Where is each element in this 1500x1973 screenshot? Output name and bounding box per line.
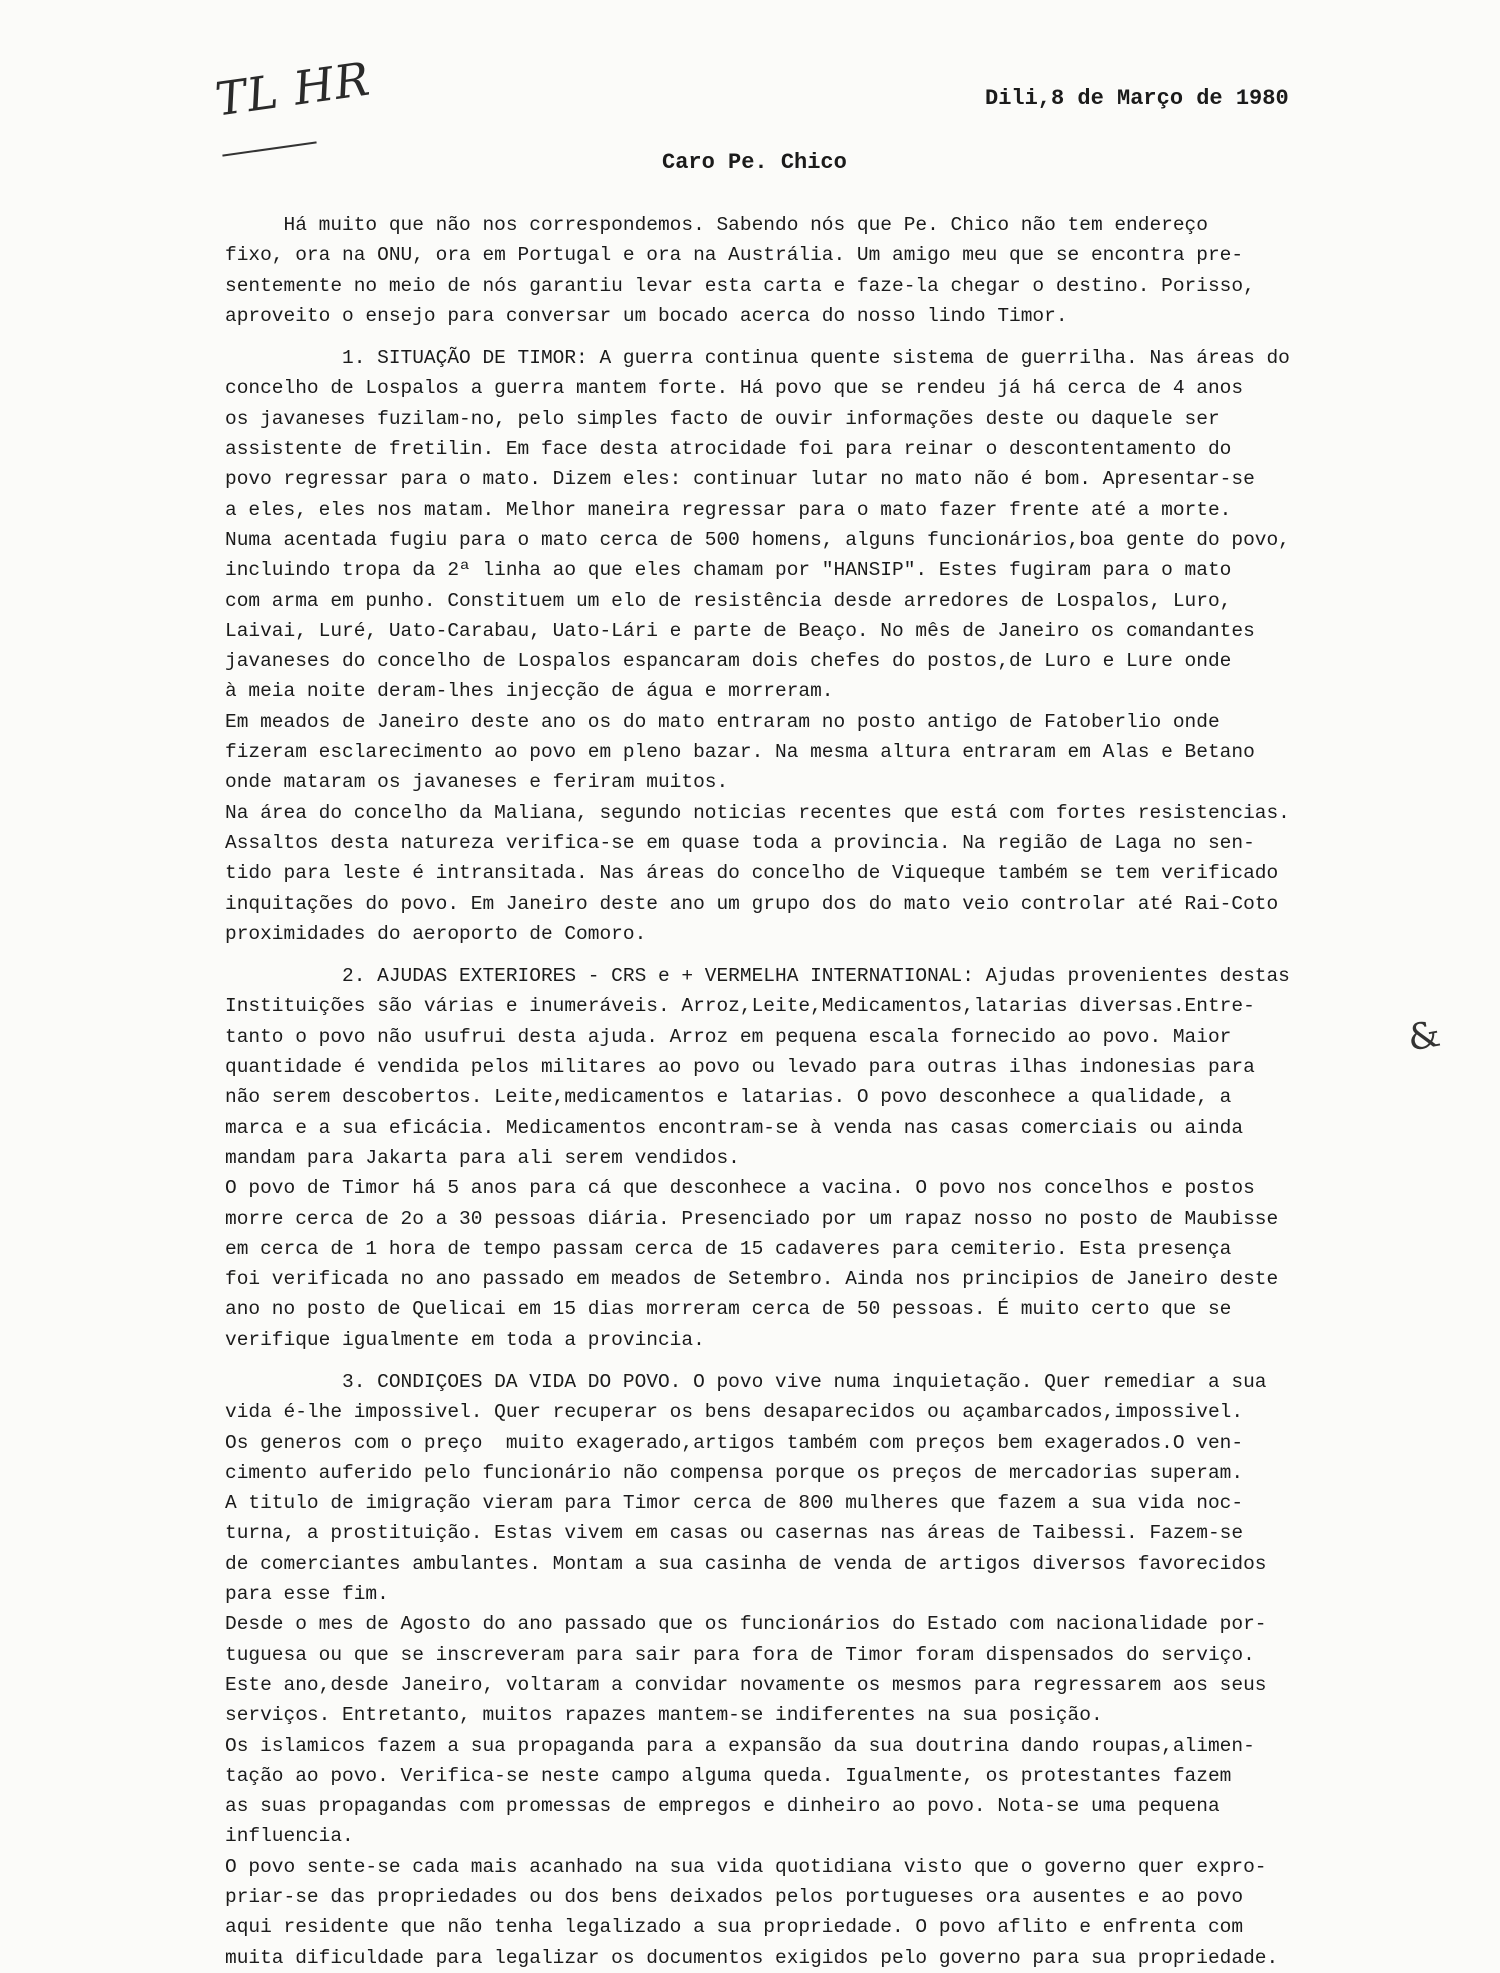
text-line: Os generos com o preço muito exagerado,artigos também com preços bem exagerados.O ven- (225, 1431, 1244, 1454)
paragraph-gap (225, 949, 1465, 961)
text-line: sentemente no meio de nós garantiu levar esta carta e faze-la chegar o destino. Porisso, (225, 274, 1255, 297)
text-line: 2. AJUDAS EXTERIORES - CRS e + VERMELHA INTERNATIONAL: Ajudas provenientes destas (225, 965, 1290, 988)
text-line: assistente de fretilin. Em face desta atrocidade foi para reinar o descontentamento do (225, 438, 1232, 461)
text-line: 3. CONDIÇOES DA VIDA DO POVO. O povo vive numa inquietação. Quer remediar a sua (225, 1370, 1267, 1393)
text-line: para esse fim. (225, 1583, 389, 1606)
text-line: tação ao povo. Verifica-se neste campo alguma queda. Igualmente, os protestantes fazem (225, 1764, 1232, 1787)
text-line: as suas propagandas com promessas de empregos e dinheiro ao povo. Nota-se uma pequena (225, 1795, 1220, 1818)
text-line: Assaltos desta natureza verifica-se em quase toda a provincia. Na região de Laga no sen- (225, 831, 1255, 854)
text-line: fizeram esclarecimento ao povo em pleno bazar. Na mesma altura entraram em Alas e Betano (225, 741, 1255, 764)
text-line: não serem descobertos. Leite,medicamentos e latarias. O povo desconhece a qualidade, a (225, 1086, 1232, 1109)
text-line: Numa acentada fugiu para o mato cerca de 500 homens, alguns funcionários,boa gente do povo, (225, 528, 1290, 551)
letter-body (225, 210, 1465, 1973)
text-line: cimento auferido pelo funcionário não compensa porque os preços de mercadorias superam. (225, 1461, 1244, 1484)
text-line: concelho de Lospalos a guerra mantem forte. Há povo que se rendeu já há cerca de 4 anos (225, 377, 1244, 400)
margin-scribble-icon: & (1404, 1013, 1444, 1060)
text-line: com arma em punho. Constituem um elo de resistência desde arredores de Lospalos, Luro, (225, 589, 1232, 612)
text-line: inquitações do povo. Em Janeiro deste ano um grupo dos do mato veio controlar até Rai-Coto (225, 892, 1279, 915)
text-line: Desde o mes de Agosto do ano passado que os funcionários do Estado com nacionalidade por- (225, 1613, 1267, 1636)
text-line: mandam para Jakarta para ali serem vendidos. (225, 1146, 740, 1169)
text-line: os javaneses fuzilam-no, pelo simples facto de ouvir informações deste ou daquele ser (225, 407, 1220, 430)
text-line: incluindo tropa da 2ª linha ao que eles chamam por "HANSIP". Estes fugiram para o mato (225, 559, 1232, 582)
text-line: A titulo de imigração vieram para Timor cerca de 800 mulheres que fazem a sua vida noc- (225, 1492, 1244, 1515)
text-line: tuguesa ou que se inscreveram para sair para fora de Timor foram dispensados do serviço. (225, 1643, 1255, 1666)
text-line: verifique igualmente em toda a provincia. (225, 1328, 705, 1351)
salutation: Caro Pe. Chico (662, 150, 847, 175)
text-line: Laivai, Luré, Uato-Carabau, Uato-Lári e parte de Beaço. No mês de Janeiro os comandantes (225, 619, 1255, 642)
text-line: javaneses do concelho de Lospalos espancaram dois chefes do postos,de Luro e Lure onde (225, 650, 1232, 673)
text-line: foi verificada no ano passado em meados de Setembro. Ainda nos principios de Janeiro deste (225, 1268, 1279, 1291)
text-line: de comerciantes ambulantes. Montam a sua casinha de venda de artigos diversos favorecidos (225, 1552, 1267, 1575)
text-line: quantidade é vendida pelos militares ao povo ou levado para outras ilhas indonesias para (225, 1056, 1255, 1079)
text-line: marca e a sua eficácia. Medicamentos encontram-se à venda nas casas comerciais ou ainda (225, 1116, 1244, 1139)
text-line: aqui residente que não tenha legalizado a sua propriedade. O povo aflito e enfrenta com (225, 1916, 1244, 1939)
text-line: aproveito o ensejo para conversar um bocado acerca do nosso lindo Timor. (225, 304, 1068, 327)
text-line: serviços. Entretanto, muitos rapazes mantem-se indiferentes na sua posição. (225, 1704, 1103, 1727)
text-line: Este ano,desde Janeiro, voltaram a convidar novamente os mesmos para regressarem aos seus (225, 1673, 1267, 1696)
text-line: ano no posto de Quelicai em 15 dias morreram cerca de 50 pessoas. É muito certo que se (225, 1298, 1232, 1321)
text-line: O povo sente-se cada mais acanhado na sua vida quotidiana visto que o governo quer expro- (225, 1855, 1267, 1878)
letter-date: Dili,8 de Março de 1980 (985, 86, 1289, 111)
text-line: vida é-lhe impossivel. Quer recuperar os bens desaparecidos ou açambarcados,impossivel. (225, 1401, 1244, 1424)
text-line: Há muito que não nos correspondemos. Sabendo nós que Pe. Chico não tem endereço (225, 214, 1208, 236)
text-line: Na área do concelho da Maliana, segundo noticias recentes que está com fortes resistencias. (225, 801, 1290, 824)
text-line: Instituições são várias e inumeráveis. Arroz,Leite,Medicamentos,latarias diversas.Entre- (225, 995, 1255, 1018)
text-line: morre cerca de 2o a 30 pessoas diária. Presenciado por um rapaz nosso no posto de Maubisse (225, 1207, 1279, 1230)
handwritten-annotation: TL HR (211, 51, 374, 127)
text-line: proximidades do aeroporto de Comoro. (225, 922, 647, 945)
text-line: O povo de Timor há 5 anos para cá que desconhece a vacina. O povo nos concelhos e postos (225, 1177, 1255, 1200)
text-line: em cerca de 1 hora de tempo passam cerca de 15 cadaveres para cemiterio. Esta presença (225, 1237, 1232, 1260)
text-line: à meia noite deram-lhes injecção de água e morreram. (225, 680, 834, 703)
text-line: a eles, eles nos matam. Melhor maneira regressar para o mato fazer frente até a morte. (225, 498, 1232, 521)
annotation-underline (222, 141, 316, 156)
text-line: povo regressar para o mato. Dizem eles: continuar lutar no mato não é bom. Apresentar-se (225, 468, 1255, 491)
text-line: tido para leste é intransitada. Nas áreas do concelho de Viqueque também se tem verificado (225, 862, 1279, 885)
text-line: onde mataram os javaneses e feriram muitos. (225, 771, 729, 794)
text-line: tanto o povo não usufrui desta ajuda. Arroz em pequena escala fornecido ao povo. Maior (225, 1025, 1232, 1048)
text-line: 1. SITUAÇÃO DE TIMOR: A guerra continua quente sistema de guerrilha. Nas áreas do (225, 347, 1290, 370)
text-line: Os islamicos fazem a sua propaganda para a expansão da sua doutrina dando roupas,alimen- (225, 1734, 1255, 1757)
paragraph-gap (225, 331, 1465, 343)
text-line: Em meados de Janeiro deste ano os do mato entraram no posto antigo de Fatoberlio onde (225, 710, 1220, 733)
text-line: priar-se das propriedades ou dos bens deixados pelos portugueses ora ausentes e ao povo (225, 1886, 1244, 1909)
text-line: muita dificuldade para legalizar os documentos exigidos pelo governo para sua propriedade. (225, 1946, 1279, 1969)
text-line: influencia. (225, 1825, 354, 1848)
paragraph-gap (225, 1355, 1465, 1367)
text-line: fixo, ora na ONU, ora em Portugal e ora na Austrália. Um amigo meu que se encontra pre- (225, 244, 1244, 267)
text-line: turna, a prostituição. Estas vivem em casas ou casernas nas áreas de Taibessi. Fazem-se (225, 1522, 1244, 1545)
